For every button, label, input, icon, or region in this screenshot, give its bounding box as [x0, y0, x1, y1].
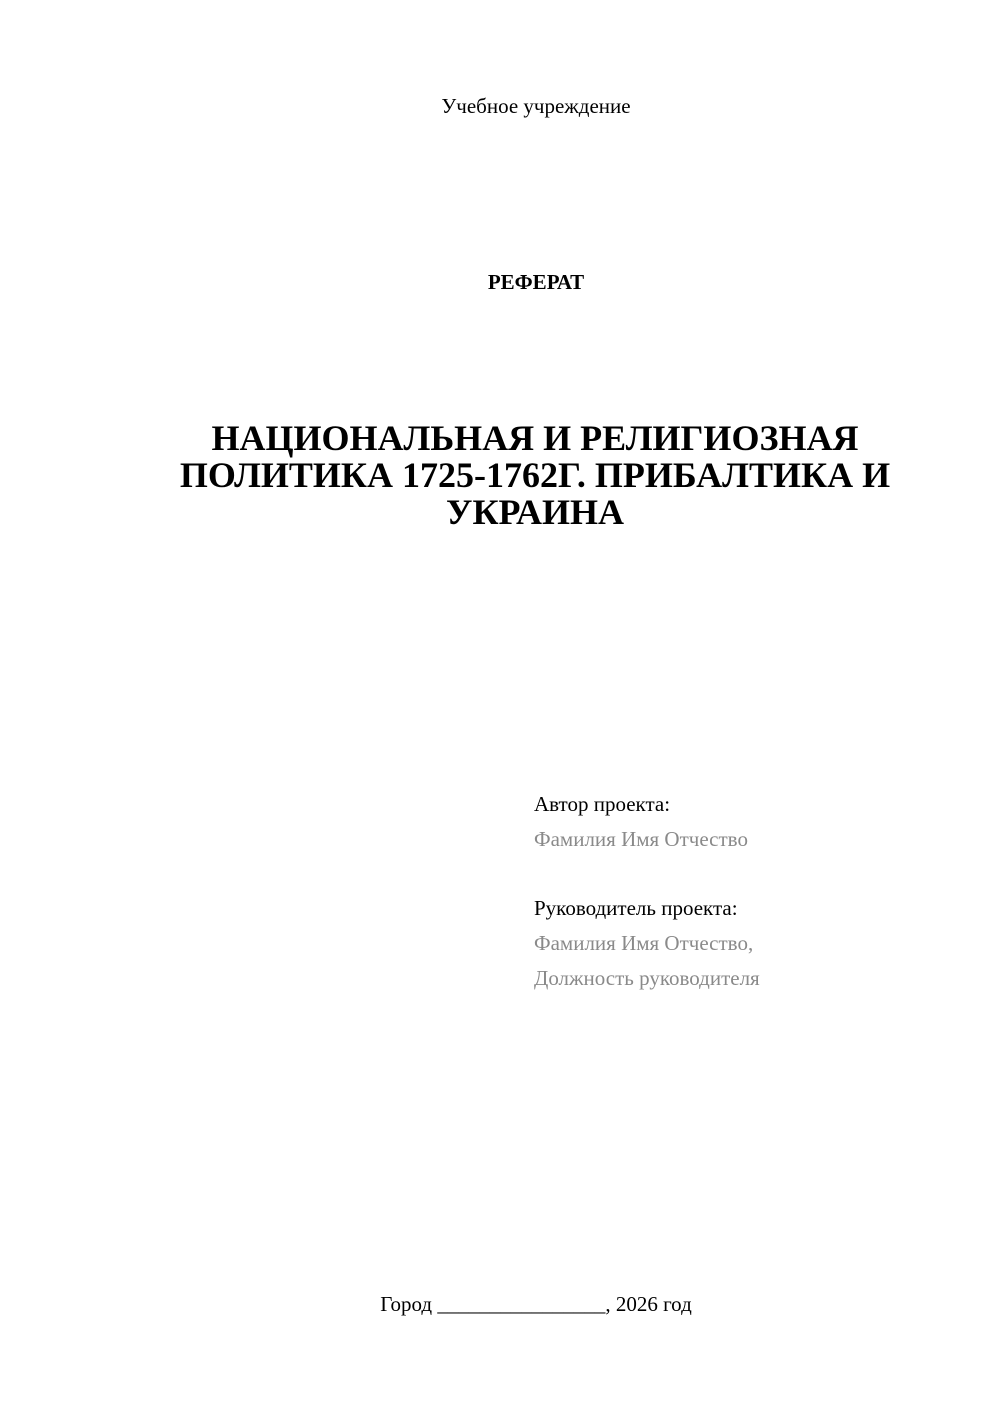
supervisor-position: Должность руководителя	[534, 966, 760, 990]
institution-name: Учебное учреждение	[441, 94, 631, 118]
credits-spacer	[534, 857, 974, 891]
document-type: РЕФЕРАТ	[487, 270, 585, 294]
title-line-1: НАЦИОНАЛЬНАЯ И РЕЛИГИОЗНАЯ	[211, 418, 859, 458]
supervisor-label: Руководитель проекта:	[534, 896, 738, 920]
supervisor-name: Фамилия Имя Отчество,	[534, 931, 754, 955]
author-name: Фамилия Имя Отчество	[534, 827, 748, 851]
credits-block	[534, 787, 974, 996]
title-line-2: ПОЛИТИКА 1725-1762Г. ПРИБАЛТИКА И	[179, 455, 891, 495]
document-title	[130, 420, 940, 531]
city-year-line: Город ________________, 2026 год	[380, 1292, 692, 1316]
title-line-3: УКРАИНА	[446, 492, 624, 532]
author-label: Автор проекта:	[534, 792, 671, 816]
